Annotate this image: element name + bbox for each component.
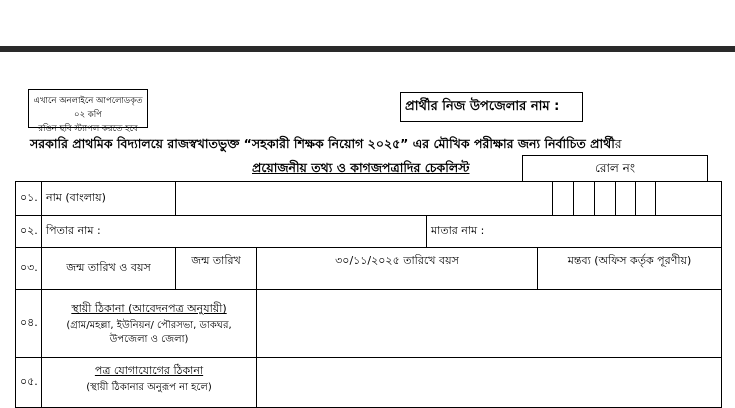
form-title-line1: [30, 136, 730, 156]
table-row: [16, 248, 722, 290]
row-number: ০১.: [16, 182, 42, 216]
photo-note-line2: রঙিন ছবি স্ট্যাপল করতে হবে: [38, 124, 138, 134]
row-label: [42, 290, 257, 358]
age-field[interactable]: [257, 248, 538, 290]
mother-name-field[interactable]: [427, 216, 722, 248]
row-number: ০২.: [16, 216, 42, 248]
photo-note-line1: এখানে অনলাইনে আপলোডকৃত ০২ কপি: [33, 96, 143, 120]
name-box[interactable]: [553, 182, 574, 216]
remarks-label: মন্তব্য (অফিস কর্তৃক পূরণীয়): [567, 254, 692, 267]
remarks-field[interactable]: [538, 248, 722, 290]
row-number: ০৫.: [16, 358, 42, 408]
permanent-address-label: স্থায়ী ঠিকানা (আবেদনপত্র অনুযায়ী): [71, 302, 227, 315]
row-label: জন্ম তারিখ ও বয়স: [42, 248, 176, 290]
top-rule: [0, 46, 735, 52]
table-row: [16, 216, 722, 248]
mother-name-label: মাতার নাম :: [431, 224, 485, 237]
row-number: ০৪.: [16, 290, 42, 358]
photo-placeholder-box: [28, 89, 148, 134]
checklist-table: [15, 181, 722, 408]
name-box[interactable]: [656, 182, 722, 216]
roll-number-label: রোল নং: [594, 161, 636, 175]
row-label: নাম (বাংলায়): [42, 182, 176, 216]
name-box[interactable]: [616, 182, 636, 216]
form-title-line2: প্রয়োজনীয় তথ্য ও কাগজপত্রাদির চেকলিস্ট: [252, 160, 470, 175]
name-box[interactable]: [574, 182, 595, 216]
upazila-field[interactable]: [400, 92, 583, 122]
table-row: [16, 182, 722, 216]
dob-label: জন্ম তারিখ: [191, 254, 241, 267]
permanent-address-sublabel: (গ্রাম/মহল্লা, ইউনিয়ন/ পৌরসভা, ডাকঘর, উপজেলা ও জেলা): [66, 320, 232, 345]
age-label: ৩০/১১/২০২৫ তারিখে বয়স: [335, 254, 459, 267]
table-row: [16, 358, 722, 408]
name-bangla-input[interactable]: [176, 182, 553, 216]
row-label: [42, 358, 257, 408]
mailing-address-input[interactable]: [257, 358, 722, 408]
roll-number-box[interactable]: [522, 155, 708, 182]
dob-field[interactable]: [176, 248, 257, 290]
table-row: [16, 290, 722, 358]
row-number: ০৩.: [16, 248, 42, 290]
form-title-line1-text: সরকারি প্রাথমিক বিদ্যালয়ে রাজস্বখাতভুক্ত “সহকারী শিক্ষক নিয়োগ ২০২৫” এর মৌখিক পরীক্ষার জন্য নির্বাচিত প্রার্থী: [30, 136, 615, 151]
mailing-address-sublabel: (স্থায়ী ঠিকানার অনুরূপ না হলে): [86, 382, 212, 393]
name-box[interactable]: [595, 182, 616, 216]
upazila-label: প্রার্থীর নিজ উপজেলার নাম :: [405, 99, 560, 114]
permanent-address-input[interactable]: [257, 290, 722, 358]
name-box[interactable]: [636, 182, 656, 216]
form-title-line1-suffix: র: [614, 136, 622, 151]
father-name-field[interactable]: [42, 216, 427, 248]
father-name-label: পিতার নাম :: [46, 224, 101, 237]
mailing-address-label: পত্র যোগাযোগের ঠিকানা: [94, 364, 204, 377]
